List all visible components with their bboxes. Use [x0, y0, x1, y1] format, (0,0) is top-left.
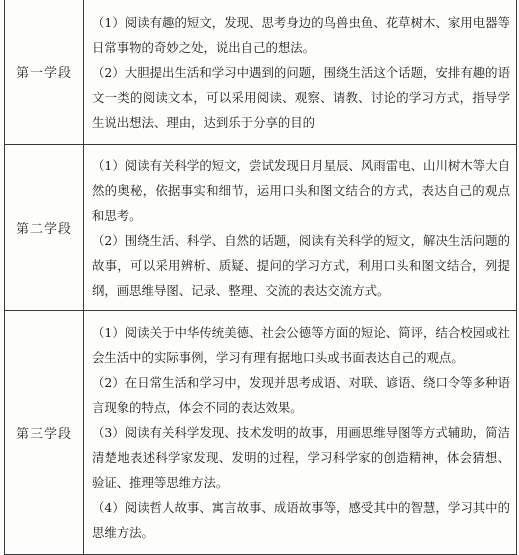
stage-2-label: 第二学段 — [5, 144, 84, 310]
stage-2-item-2: （2）围绕生活、科学、自然的话题，阅读有关科学的短文，解决生活问题的故事，可以采用辨析、质疑、提问的学习方式，利用口头和图文结合，列提纲，画思维导图、记录、整理、交流的表达交流方式。 — [92, 232, 510, 298]
stage-2-item-1: （1）阅读有关科学的短文，尝试发现日月星辰、风雨雷电、山川树木等大自然的奥秘，依据事实和细节，运用口头和图文结合的方式，表达自己的观点和思考。 — [92, 157, 510, 223]
stage-3-label: 第三学段 — [5, 310, 84, 554]
stage-3-content — [84, 310, 517, 554]
stage-row-3 — [5, 310, 517, 554]
stage-2-content — [84, 144, 517, 310]
stage-1-item-2: （2）大胆提出生活和学习中遇到的问题，围绕生活这个话题，安排有趣的语文一类的阅读文本，可以采用阅读、观察、请教、讨论的学习方式，指导学生说出想法、理由，达到乐于分享的目的 — [92, 64, 510, 130]
stage-3-item-4: （4）阅读哲人故事、寓言故事、成语故事等，感受其中的智慧，学习其中的思维方法。 — [92, 500, 510, 540]
stage-1-label: 第一学段 — [5, 0, 84, 144]
stage-1-item-1: （1）阅读有趣的短文，发现、思考身边的鸟兽虫鱼、花草树木、家用电器等日常事物的奇妙之处，说出自己的想法。 — [92, 14, 510, 55]
stage-1-content — [84, 0, 517, 144]
learning-stages-table — [4, 0, 517, 555]
stage-3-item-3: （3）阅读有关科学发现、技术发明的故事，用画思维导图等方式辅助，简洁清楚地表述科学家发现、发明的过程，学习科学家的创造精神，体会猜想、验证、推理等思维方法。 — [92, 425, 510, 490]
stage-row-1 — [5, 0, 517, 144]
stage-row-2 — [5, 144, 517, 310]
stage-3-item-2: （2）在日常生活和学习中，发现并思考成语、对联、谚语、绕口令等多种语言现象的特点，体会不同的表达效果。 — [92, 375, 510, 415]
stage-3-item-1: （1）阅读关于中华传统美德、社会公德等方面的短论、简评，结合校园或社会生活中的实际事例，学习有理有据地口头或书面表达自己的观点。 — [92, 325, 510, 365]
